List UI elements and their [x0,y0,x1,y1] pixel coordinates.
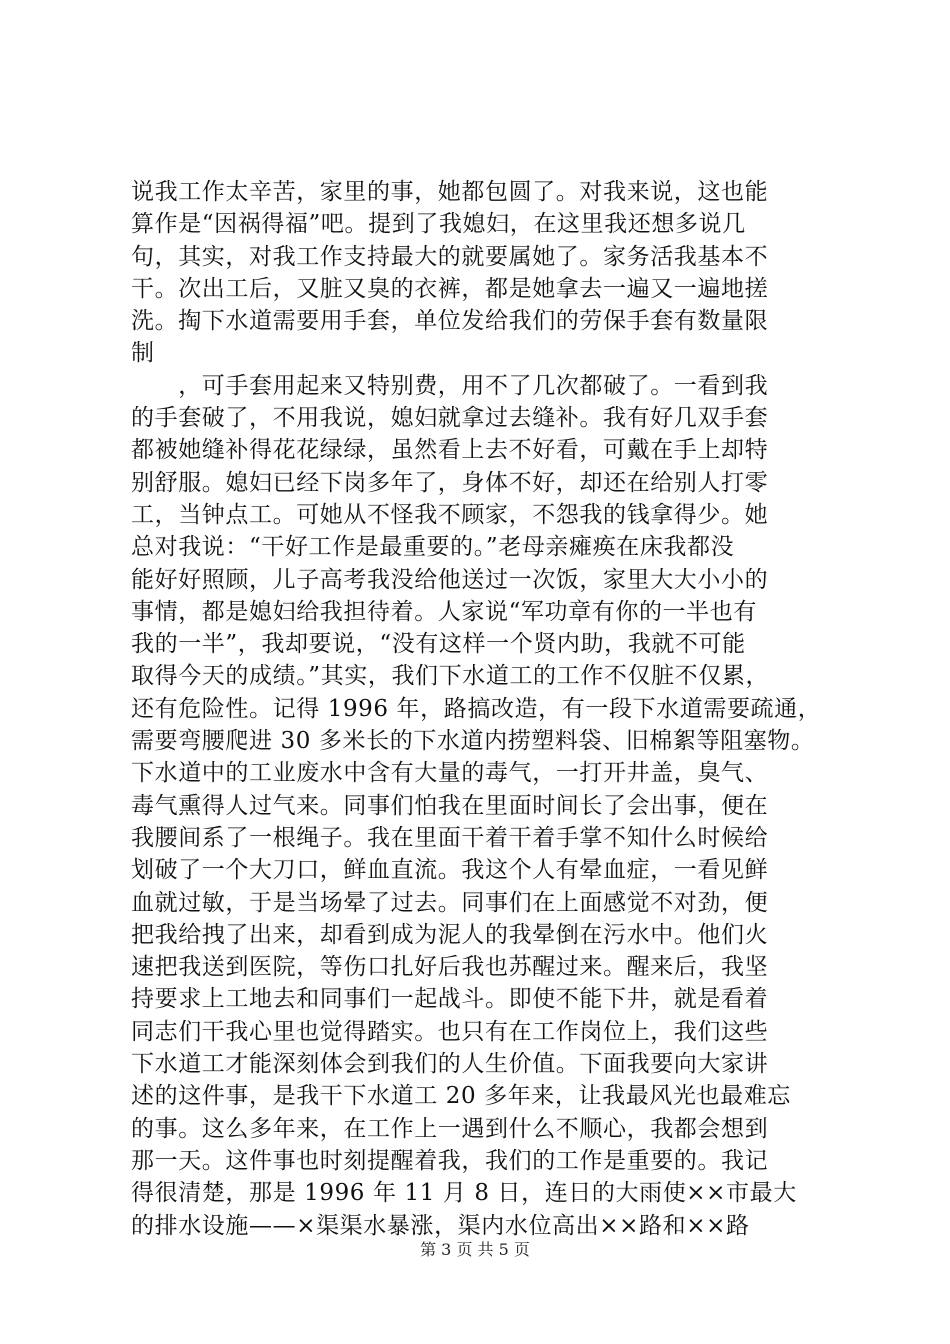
text-line: 的手套破了，不用我说，媳妇就拿过去缝补。我有好几双手套 [131,405,769,432]
text-line: 说我工作太辛苦，家里的事，她都包圆了。对我来说，这也能 [131,179,769,205]
text-line: 工，当钟点工。可她从不怪我不顾家，不怨我的钱拿得少。她 [131,501,769,528]
text-line: ，可手套用起来又特别费，用不了几次都破了。一看到我 [131,372,769,399]
text-line: 毒气熏得人过气来。同事们怕我在里面时间长了会出事，便在 [131,792,769,819]
text-line: 的事。这么多年来，在工作上一遇到什么不顺心，我都会想到 [131,1115,769,1142]
text-line: 制 [131,340,155,367]
text-line: 取得今天的成绩。”其实，我们下水道工的工作不仅脏不仅累， [131,663,770,690]
text-line: 别舒服。媳妇已经下岗多年了，身体不好，却还在给别人打零 [131,469,769,496]
text-line: 持要求上工地去和同事们一起战斗。即使不能下井，就是看着 [131,986,769,1013]
text-line: 述的这件事，是我干下水道工 20 多年来，让我最风光也最难忘 [131,1083,791,1110]
text-line: 我腰间系了一根绳子。我在里面干着干着手掌不知什么时候给 [131,824,769,851]
text-line: 事情，都是媳妇给我担待着。人家说“军功章有你的一半也有 [131,598,757,625]
text-line: 的排水设施——×渠渠水暴涨，渠内水位高出××路和××路 [131,1212,750,1239]
text-line: 血就过敏，于是当场晕了过去。同事们在上面感觉不对劲，便 [131,889,769,916]
text-line: 下水道工才能深刻体会到我们的人生价值。下面我要向大家讲 [131,1051,769,1078]
text-line: 我的一半”，我却要说，“没有这样一个贤内助，我就不可能 [131,631,746,658]
text-line: 总对我说：“干好工作是最重要的。”老母亲瘫痪在床我都没 [131,534,735,561]
text-line: 能好好照顾，儿子高考我没给他送过一次饭，家里大大小小的 [131,566,769,593]
text-line: 需要弯腰爬进 30 多米长的下水道内捞塑料袋、旧棉絮等阻塞物。 [131,728,815,755]
text-line: 都被她缝补得花花绿绿，虽然看上去不好看，可戴在手上却特 [131,437,769,464]
text-line: 那一天。这件事也时刻提醒着我，我们的工作是重要的。我记 [131,1147,769,1174]
text-line: 干。次出工后，又脏又臭的衣裤，都是她拿去一遍又一遍地搓 [131,275,769,302]
text-line: 算作是“因祸得福”吧。提到了我媳妇，在这里我还想多说几 [131,211,746,238]
text-line: 速把我送到医院，等伤口扎好后我也苏醒过来。醒来后，我坚 [131,954,769,981]
page-footer: 第 3 页 共 5 页 [420,1240,530,1259]
text-line: 下水道中的工业废水中含有大量的毒气，一打开井盖，臭气、 [131,760,769,787]
text-line: 把我给拽了出来，却看到成为泥人的我晕倒在污水中。他们火 [131,921,769,948]
text-line: 洗。掏下水道需要用手套，单位发给我们的劳保手套有数量限 [131,308,769,335]
text-line: 还有危险性。记得 1996 年，路搞改造，有一段下水道需要疏通， [131,695,822,722]
text-line: 句，其实，对我工作支持最大的就要属她了。家务活我基本不 [131,243,769,270]
text-line: 同志们干我心里也觉得踏实。也只有在工作岗位上，我们这些 [131,1018,769,1045]
text-line: 得很清楚，那是 1996 年 11 月 8 日，连日的大雨使××市最大 [131,1180,797,1207]
text-line: 划破了一个大刀口，鲜血直流。我这个人有晕血症，一看见鲜 [131,857,769,884]
body-text [131,176,831,1242]
